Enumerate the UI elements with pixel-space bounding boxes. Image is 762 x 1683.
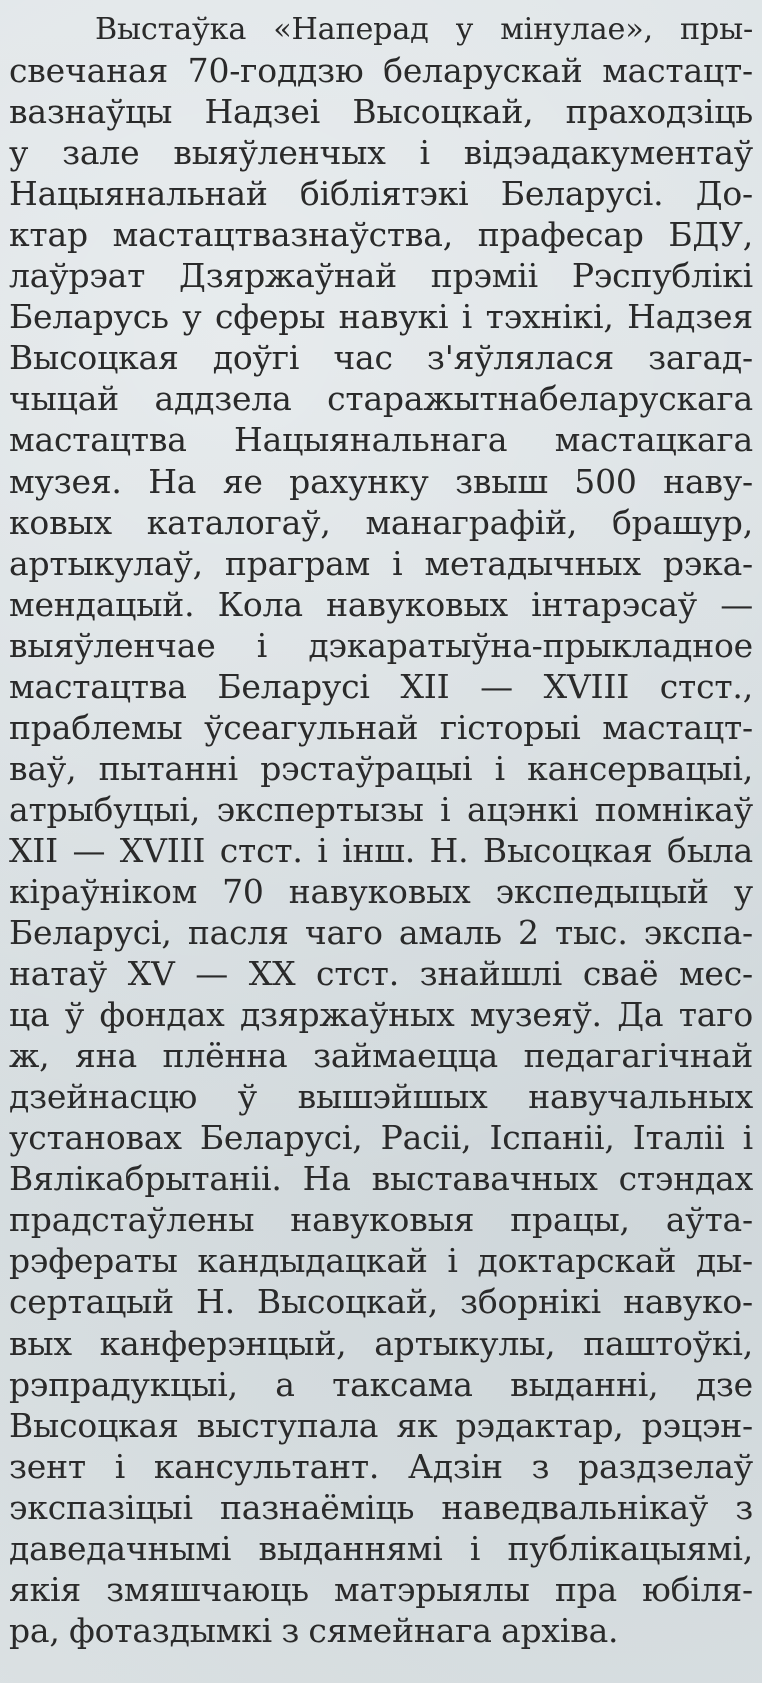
- article-line: дзейнасцю ў вышэйшых навучальных: [9, 1077, 753, 1117]
- article-line: мастацтва Беларусі XII — XVIII стст.,: [9, 666, 753, 706]
- article-line: рэфераты кандыдацкай і доктарскай ды-: [9, 1241, 753, 1281]
- article-body: [9, 9, 753, 1651]
- article-line: чыцай аддзела старажытнабеларускага: [9, 379, 753, 419]
- article-line: ваў, пытанні рэстаўрацыі і кансервацыі,: [9, 748, 753, 788]
- article-line: сертацый Н. Высоцкай, зборнікі навуко-: [9, 1282, 753, 1322]
- article-line: Высоцкая выступала як рэдактар, рэцэн-: [9, 1405, 753, 1445]
- article-line: экспазіцыі пазнаёміць наведвальнікаў з: [9, 1487, 753, 1527]
- article-line: вазнаўцы Надзеі Высоцкай, праходзіць: [9, 92, 753, 132]
- article-line: лаўрэат Дзяржаўнай прэміі Рэспублікі: [9, 256, 753, 296]
- article-line: прадстаўлены навуковыя працы, аўта-: [9, 1200, 753, 1240]
- article-line: Вялікабрытаніі. На выставачных стэндах: [9, 1159, 753, 1199]
- article-line: ковых каталогаў, манаграфій, брашур,: [9, 502, 753, 542]
- article-line: ра, фотаздымкі з сямейнага архіва.: [9, 1610, 619, 1650]
- article-line: зент і кансультант. Адзін з раздзелаў: [9, 1446, 753, 1486]
- article-line: установах Беларусі, Расіі, Іспаніі, Італіі і: [9, 1118, 753, 1158]
- article-line: даведачнымі выданнямі і публікацыямі,: [9, 1528, 753, 1568]
- article-line: Нацыянальнай бібліятэкі Беларусі. До-: [9, 174, 753, 214]
- article-line: Выстаўка «Наперад у мінулае», пры-: [95, 12, 753, 47]
- article-line: свечаная 70-годдзю беларускай мастацт-: [9, 51, 753, 91]
- article-line: мастацтва Нацыянальнага мастацкага: [9, 420, 753, 460]
- article-line: рэпрадукцыі, а таксама выданні, дзе: [9, 1364, 753, 1404]
- article-line: Беларусі, пасля чаго амаль 2 тыс. экспа-: [9, 913, 753, 953]
- article-line: атрыбуцыі, экспертызы і ацэнкі помнікаў: [9, 789, 753, 829]
- article-line: ктар мастацтвазнаўства, прафесар БДУ,: [9, 215, 753, 255]
- article-line: Беларусь у сферы навукі і тэхнікі, Надзея: [9, 297, 753, 337]
- article-line: выяўленчае і дэкаратыўна-прыкладное: [9, 625, 753, 665]
- article-line: у зале выяўленчых і відэадакументаў: [9, 133, 753, 173]
- article-line: якія змяшчаюць матэрыялы пра юбіля-: [9, 1569, 753, 1609]
- article-line: Высоцкая доўгі час з'яўлялася загад-: [9, 338, 753, 378]
- article-line: музея. На яе рахунку звыш 500 наву-: [9, 461, 753, 501]
- article-line: ж, яна плённа займаецца педагагічнай: [9, 1036, 753, 1076]
- article-line: артыкулаў, праграм і метадычных рэка-: [9, 543, 753, 583]
- article-line: XII — XVIII стст. і інш. Н. Высоцкая была: [9, 830, 753, 870]
- article-line: вых канферэнцый, артыкулы, паштоўкі,: [9, 1323, 753, 1363]
- article-line: ца ў фондах дзяржаўных музеяў. Да таго: [9, 995, 753, 1035]
- article-line: мендацый. Кола навуковых інтарэсаў —: [9, 584, 753, 624]
- article-line: натаў XV — XX стст. знайшлі сваё мес-: [9, 954, 753, 994]
- article-line: праблемы ўсеагульнай гісторыі мастацт-: [9, 707, 753, 747]
- article-line: кіраўніком 70 навуковых экспедыцый у: [9, 871, 753, 911]
